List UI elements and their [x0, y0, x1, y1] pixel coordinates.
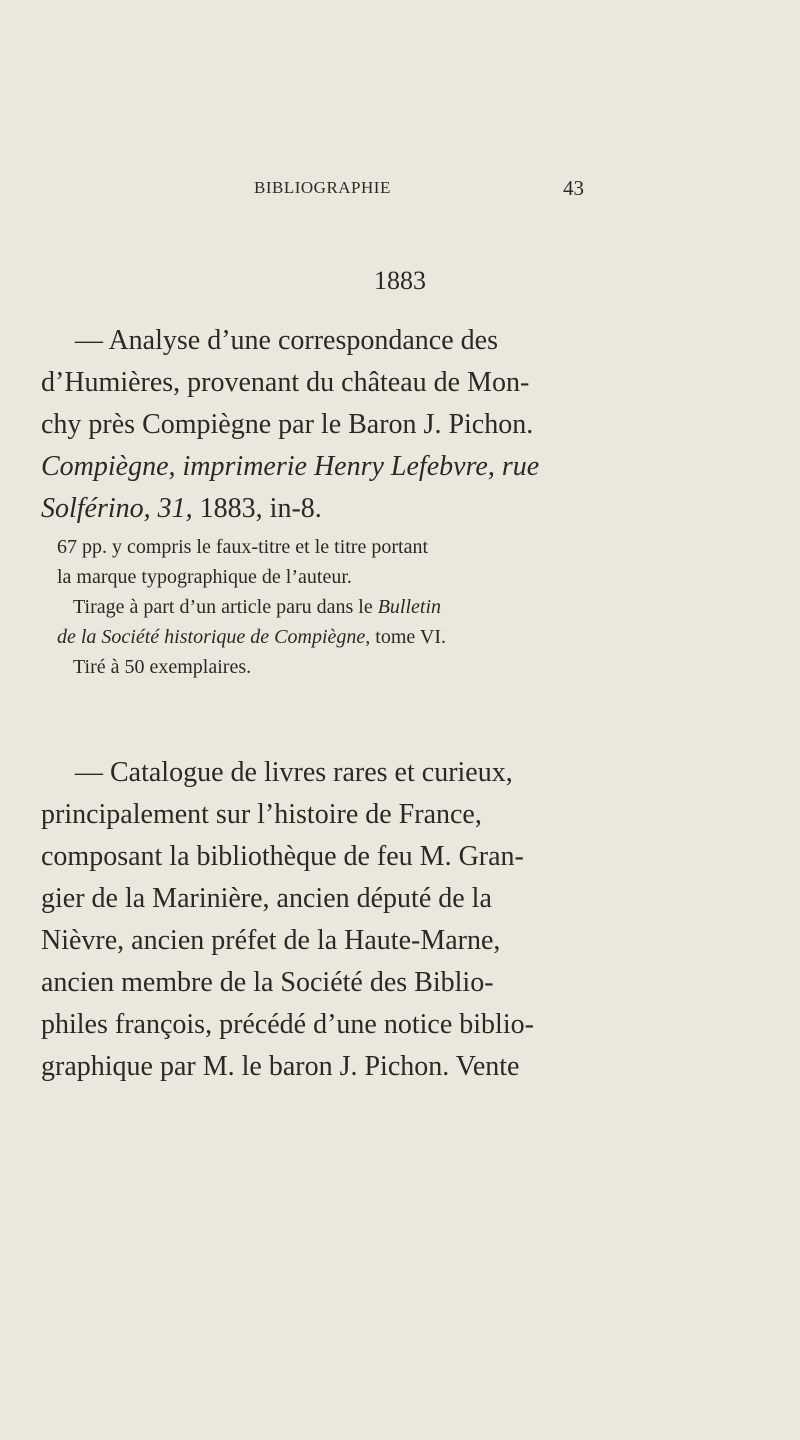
page-number: 43 — [563, 176, 584, 200]
note-text: tome VI. — [370, 626, 446, 648]
entry-line: principalement sur l’histoire de France, — [41, 799, 482, 830]
entry-line: chy près Compiègne par le Baron J. Pichon. — [41, 409, 534, 440]
imprint-line: Compiègne, imprimerie Henry Lefebvre, rue — [41, 451, 540, 482]
imprint-place: Solférino, 31, — [41, 493, 193, 524]
running-head — [254, 176, 584, 206]
note-line: la marque typographique de l’auteur. — [57, 566, 352, 588]
entry-line: graphique par M. le baron J. Pichon. Vente — [41, 1051, 520, 1082]
bibliography-entry-1 — [41, 320, 592, 530]
entry-1-notes — [41, 532, 592, 682]
note-line: Tiré à 50 exemplaires. — [73, 656, 252, 678]
bibliography-entry-2 — [41, 752, 592, 1088]
entry-line: Nièvre, ancien préfet de la Haute-Marne, — [41, 925, 501, 956]
imprint-date-format: 1883, in-8. — [192, 493, 322, 524]
note-text: Tirage à part d’un article paru dans le — [73, 596, 378, 618]
entry-line: d’Humières, provenant du château de Mon- — [41, 367, 530, 398]
note-line — [41, 622, 592, 652]
entry-line: — Analyse d’une correspondance des — [75, 325, 498, 356]
note-italic: Bulletin — [377, 596, 442, 618]
year-heading: 1883 — [374, 266, 426, 295]
entry-line: — Catalogue de livres rares et curieux, — [75, 757, 513, 788]
note-italic: de la Société historique de Compiègne, — [57, 626, 371, 648]
entry-line: philes françois, précédé d’une notice biblio- — [41, 1009, 534, 1040]
entry-line: composant la bibliothèque de feu M. Gran- — [41, 841, 524, 872]
entry-line: ancien membre de la Société des Biblio- — [41, 967, 494, 998]
entry-line: gier de la Marinière, ancien député de la — [41, 883, 492, 914]
note-line: 67 pp. y compris le faux-titre et le titre portant — [57, 536, 428, 558]
running-title: BIBLIOGRAPHIE — [254, 178, 391, 197]
imprint-line — [41, 488, 592, 530]
note-line — [41, 592, 592, 622]
